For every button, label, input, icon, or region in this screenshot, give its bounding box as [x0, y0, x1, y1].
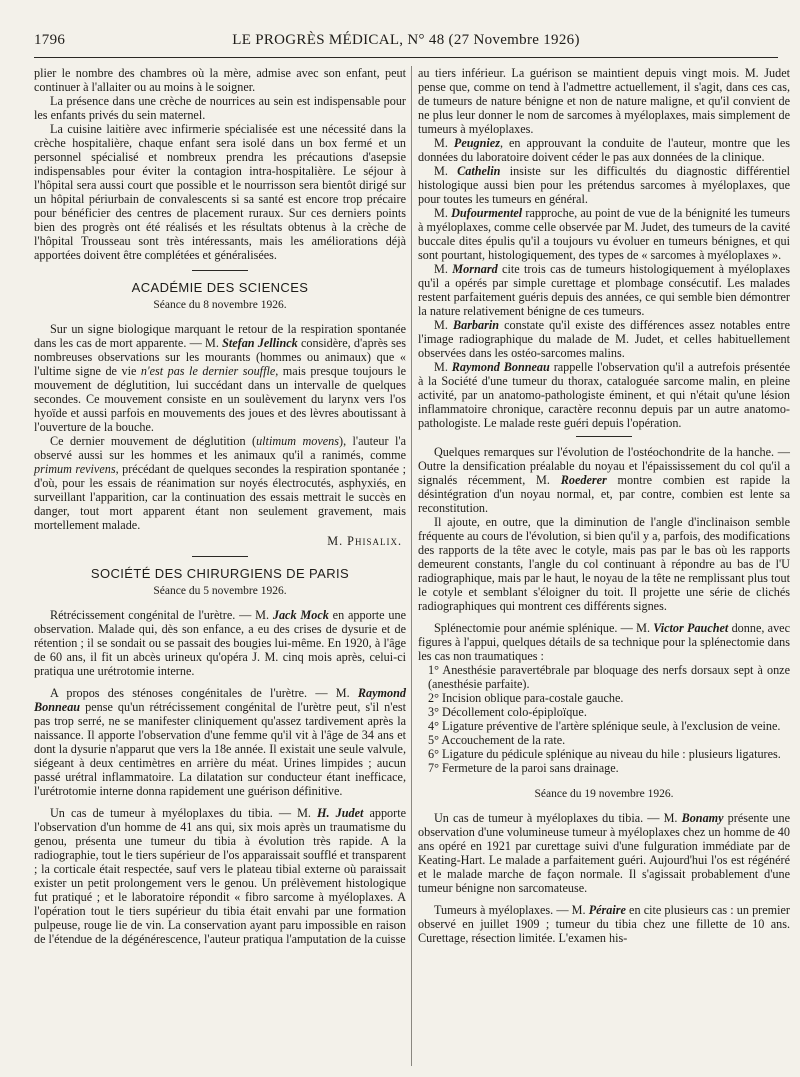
- left-column: [34, 66, 406, 946]
- list-item: 5° Accouchement de la rate.: [428, 733, 566, 747]
- text-run: M.: [434, 262, 453, 276]
- paragraph: [34, 686, 406, 798]
- text-run: Rétrécissement congénital de l'urètre. — M.: [50, 608, 273, 622]
- paragraph: [418, 903, 790, 945]
- paragraph: La cuisine laitière avec infirmerie spécialisée est une nécessité dans la crèche hospitalière, chaque enfant sera isolé dans un box fermé et un personnel spécialisé et nombreux prendra les précautions d'asepsie indispensables pour éviter la contagion intra-hospitalière. Le séjour à l'hôpital sera aussi court que possible et le nourrisson sera bientôt dirigé sur un hôpital périurbain de convalescents si sa santé est encore trop précaire pour bénéficier des centres de placement ruraux. Sur ces derniers points bien des progrès ont été réalisés et les résultats obtenus à la crèche de l'hôpital Trousseau sont très intéressants, mais les améliorations déjà apportées doivent être complétées et généralisées.: [34, 122, 406, 262]
- text-run: , mais presque toujours le mouvement de déglutition, lui succédant dans un intervalle de quelques secondes. Ce mouvement consiste en un soulèvement du larynx vers l'os hyoïde et aussi parfois en mouvements des joues et des lèvres aboutissant à l'ouverture de la bouche.: [34, 364, 406, 434]
- author-name: Raymond Bonneau: [451, 360, 550, 374]
- text-run: A propos des sténoses congénitales de l'urètre. — M.: [50, 686, 358, 700]
- paragraph: plier le nombre des chambres où la mère, admise avec son enfant, peut continuer à l'allaiter ou au moins à le soigner.: [34, 66, 406, 94]
- text-run: ), l'auteur l'a observé aussi sur les hommes et les animaux qu'il a ranimés, comme: [34, 434, 406, 462]
- list-item: 6° Ligature du pédicule splénique au niveau du hile : plusieurs ligatures.: [428, 747, 781, 761]
- author-name: H. Judet: [317, 806, 364, 820]
- paragraph: [418, 318, 790, 360]
- text-run: Tumeurs à myéloplaxes. — M.: [434, 903, 589, 917]
- author-name: Peugniez: [453, 136, 500, 150]
- text-run: M.: [434, 206, 452, 220]
- text-run: M.: [434, 136, 454, 150]
- author-name: Mornard: [452, 262, 498, 276]
- text-run: montre combien est rapide la désintégration d'un noyau normal, et, par contre, combien est lente sa reconstitution.: [418, 473, 790, 515]
- paragraph: [34, 322, 406, 434]
- text-run: donne, avec figures à l'appui, quelques détails de sa technique pour la splénectomie dans les cas non traumatiques :: [418, 621, 790, 663]
- author-name: Cathelin: [457, 164, 501, 178]
- text-run: M.: [434, 360, 452, 374]
- page-number: 1796: [34, 32, 66, 48]
- list-item: 3° Décollement colo-épiploïque.: [428, 705, 587, 719]
- text-run: Ce dernier mouvement de déglutition (: [50, 434, 257, 448]
- seance-date: Séance du 8 novembre 1926.: [153, 299, 287, 311]
- paragraph: [418, 164, 790, 206]
- paragraph: Il ajoute, en outre, que la diminution de l'angle d'inclinaison semble fréquente au cours de l'évolution, si bien qu'il y a, parfois, des modifications des rapports de la tête avec le cotyle, mais pas par le bas où les rapports demeurent constants, l'angle du col continuant à répondre au bas de l'U radiographique, mais par le haut, le noyau de la tête ne remplissant plus tout le cotyle et semblant s'éloigner du toit. Il projette une série de clichés radiographiques qui montrent ces différents signes.: [418, 515, 790, 613]
- list-item: 1° Anesthésie paravertébrale par bloquage des nerfs dorsaux sept à onze (anesthésie parfaite).: [428, 663, 790, 691]
- text-run: Un cas de tumeur à myéloplaxes du tibia. — M.: [434, 811, 682, 825]
- column-divider: [411, 66, 412, 1066]
- text-run: en apporte une observation. Malade qui, dès son enfance, a eu des crises de dysurie et de rétention ; il se sondait ou se passait des bougies lui-même. En 1920, à l'âge de 60 ans, il fit un abcès urineux qu'opéra J. M. cinq mois après, celui-ci pratiqua une urétrotomie interne.: [34, 608, 406, 678]
- text-run: insiste sur les difficultés du diagnostic différentiel histologique aussi bien pour les prétendus sarcomes à myéloplaxes, que pour toutes les tumeurs en général.: [418, 164, 790, 206]
- list-item: 7° Fermeture de la paroi sans drainage.: [428, 761, 619, 775]
- seance-date: Séance du 5 novembre 1926.: [153, 585, 287, 597]
- text-run: pense qu'un rétrécissement congénital de l'urètre peut, s'il n'est pas trop serré, ne se manifester cliniquement qu'assez tardivement après la naissance. Il apporte l'observation d'une femme qu'il vit à l'âge de 34 ans et dont la dysurie n'apparut que vers la 18e année. Il existait une seule valvule, siégeant à deux centimètres en arrière du méat. Urines limpides ; aucun passé urétral inflammatoire. La dilatation sur conducteur étant inefficace, l'urétrotomie interne donna rapidement une guérison définitive.: [34, 700, 406, 798]
- paragraph: au tiers inférieur. La guérison se maintient depuis vingt mois. M. Judet pense que, comme on tend à l'admettre actuellement, il s'agit, dans ces cas, de tumeurs de nature bénigne et non de nature maligne, et qu'il convient de ne plus leur donner le nom de sarcomes à myéloplaxes, mais simplement de tumeurs à myéloplaxes.: [418, 66, 790, 136]
- paragraph: [418, 136, 790, 164]
- italic-text: ultimum movens: [256, 434, 340, 448]
- section-separator: [192, 556, 248, 557]
- list-item: 4° Ligature préventive de l'artère splénique seule, à l'exclusion de veine.: [428, 719, 781, 733]
- italic-text: n'est pas le dernier souffle: [140, 364, 276, 378]
- section-separator: [576, 436, 632, 437]
- section-title-societe: SOCIÉTÉ DES CHIRURGIENS DE PARIS: [90, 566, 350, 581]
- italic-text: primum revivens: [34, 462, 116, 476]
- author-name: Barbarin: [452, 318, 500, 332]
- author-name: Jack Mock: [272, 608, 329, 622]
- author-name: Raymond Bonneau: [34, 686, 406, 714]
- text-run: Quelques remarques sur l'évolution de l'ostéochondrite de la hanche. — Outre la densification préalable du noyau et l'épaississement du col qu'il a signalés récemment, M.: [418, 445, 790, 487]
- paragraph: [418, 621, 790, 663]
- paragraph: La présence dans une crèche de nourrices au sein est indispensable pour les enfants privés du sein maternel.: [34, 94, 406, 122]
- text-run: apporte l'observation d'un homme de 41 ans qui, six mois après un traumatisme du genou, présenta une tumeur du tibia à évolution très rapide. A la radiographie, tout le tiers supérieur de l'os apparaissait soufflé et transparent ; la corticale était respectée, sauf vers le plateau tibial externe où paraissait exister un petit prolongement vers le genou. Un prélèvement histologique fut pratiqué ; et le laboratoire répondit « fibro sarcome à myéloplaxes. A l'opération tout le tiers supérieur du tibia était envahi par une formation pulpeuse, rouge lie de vin. La conservation ayant paru impossible en raison de l'étendue de la dégénérescence, l'auteur pratiqua l'amputation de la cuisse: [34, 806, 406, 946]
- paragraph: [418, 445, 790, 515]
- text-run: , en approuvant la conduite de l'auteur, montre que les données du laboratoire doivent céder le pas aux données de la clinique.: [418, 136, 790, 164]
- author-name: Victor Pauchet: [653, 621, 729, 635]
- author-name: Dufourmentel: [451, 206, 523, 220]
- text-run: en cite plusieurs cas : un premier observé en juillet 1909 ; tumeur du tibia chez une fillette de 10 ans. Curettage, résection limitée. L'examen his-: [418, 903, 790, 945]
- paragraph: [418, 811, 790, 895]
- text-run: considère, d'après ses nombreuses observations sur les mourants (hommes ou animaux) que « l'ultime signe de vie: [34, 336, 406, 378]
- text-run: Splénectomie pour anémie splénique. — M.: [434, 621, 654, 635]
- technique-list: [418, 663, 790, 775]
- list-item: 2° Incision oblique para-costale gauche.: [428, 691, 624, 705]
- section-title-academie: ACADÉMIE DES SCIENCES: [131, 280, 309, 295]
- author-name: Stefan Jellinck: [222, 336, 298, 350]
- text-run: , précédant de quelques secondes la respiration spontanée ; d'où, pour les essais de réanimation sur noyés électrocutés, asphyxiés, en surveillant l'apparition, car la continuation des essais mettrait le succès en danger, tout mort apparent étant non seulement gravement, mais mortellement malade.: [34, 462, 406, 532]
- paragraph: [418, 360, 790, 430]
- paragraph: [34, 806, 406, 946]
- author-name: Péraire: [588, 903, 626, 917]
- text-run: M.: [434, 318, 453, 332]
- paragraph: [418, 206, 790, 262]
- header-rule: [34, 57, 778, 58]
- seance-date: Séance du 19 novembre 1926.: [534, 788, 674, 800]
- text-run: présente une observation d'une volumineuse tumeur à myéloplaxes chez un homme de 40 ans opéré en 1921 par curettage suivi d'une fulguration immédiate par de Keating-Hart. Le malade a parfaitement guéri. Aujourd'hui l'os est régénéré et le malade marche de façon normale. Il s'agissait probablement d'une tumeur bénigne non sarcomateuse.: [418, 811, 790, 895]
- paragraph: [34, 608, 406, 678]
- section-separator: [192, 270, 248, 271]
- page-header: [34, 32, 778, 54]
- text-run: cite trois cas de tumeurs histologiquement à myéloplaxes qu'il a opérés par simple curettage et plombage consécutif. Les malades restent parfaitement guéris depuis des années, ce qui semble bien démontrer la nature relativement bénigne de ces tumeurs.: [418, 262, 790, 318]
- text-run: Un cas de tumeur à myéloplaxes du tibia. — M.: [50, 806, 318, 820]
- signature: M. Phisalix.: [327, 534, 402, 548]
- text-run: rapproche, au point de vue de la bénignité les tumeurs à myéloplaxes, comme celle observée par M. Judet, des tumeurs de la cavité buccale dites épulis qu'il a toujours vu évoluer en tumeurs bénignes, et qui sont pourtant, histologiquement, des types de « sarcomes à myéloplaxes ».: [418, 206, 790, 262]
- text-run: Sur un signe biologique marquant le retour de la respiration spontanée dans les cas de mort apparente. — M.: [34, 322, 406, 350]
- paragraph: [418, 262, 790, 318]
- author-name: Roederer: [560, 473, 607, 487]
- text-run: M.: [434, 164, 458, 178]
- author-name: Bonamy: [681, 811, 724, 825]
- paragraph: [34, 434, 406, 532]
- text-run: rappelle l'observation qu'il a autrefois présentée à la Société d'une tumeur du thorax, cataloguée sarcome malin, en pleine activité, par un anatomo-pathologiste éminent, et qui n'était qu'une lésion inflammatoire chronique, caractère reconnu depuis par un autre anatomo-pathologiste. Le malade reste guéri depuis l'opération.: [418, 360, 791, 430]
- text-run: constate qu'il existe des différences assez notables entre l'image radiographique du malade de M. Judet, et celles habituellement observées dans les ostéo-sarcomes malins.: [418, 318, 790, 360]
- running-title: LE PROGRÈS MÉDICAL, N° 48 (27 Novembre 1926): [232, 32, 580, 48]
- right-column: [418, 66, 790, 945]
